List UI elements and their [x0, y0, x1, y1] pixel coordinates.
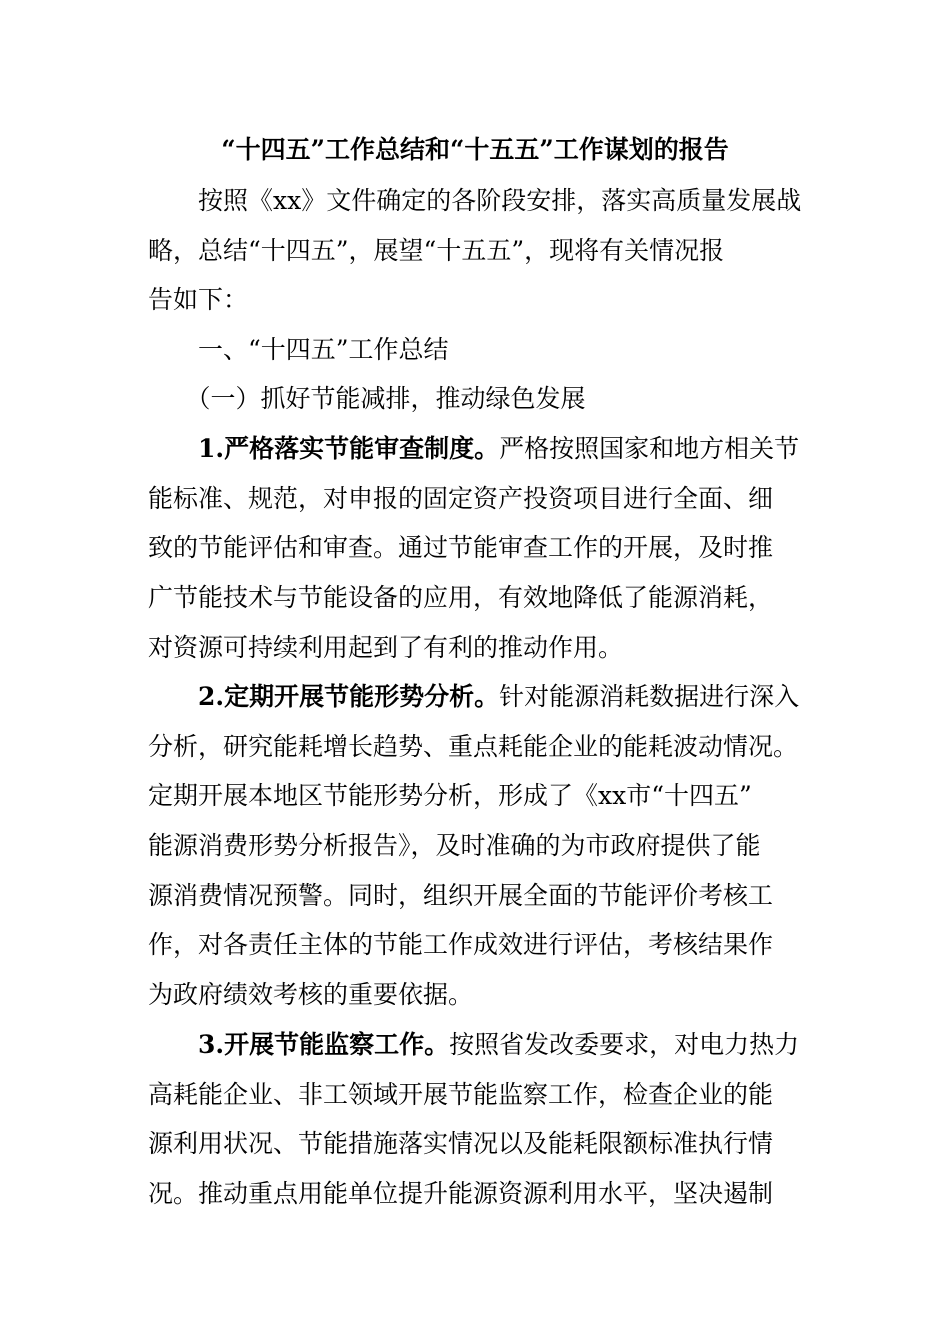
- report-title: “十四五”工作总结和“十五五”工作谋划的报告: [221, 135, 729, 164]
- item-1-bold-heading: 1.严格落实节能审查制度。: [148, 434, 500, 463]
- item-3-first-rest: 按照省发改委要求，对电力热力: [449, 1030, 800, 1059]
- subsection-heading-text: （一）抓好节能减排，推动绿色发展: [148, 384, 586, 413]
- item-2-line: 能源消费形势分析报告》，及时准确的为市政府提供了能: [148, 831, 761, 861]
- item-2-line: 源消费情况预警。同时，组织开展全面的节能评价考核工: [148, 880, 774, 910]
- item-3-first-line: [148, 1020, 808, 1070]
- item-2-line: 为政府绩效考核的重要依据。: [148, 980, 474, 1010]
- intro-line: 略，总结“十四五”，展望“十五五”，现将有关情况报: [148, 235, 725, 265]
- item-2-line: 分析，研究能耗增长趋势、重点耗能企业的能耗波动情况。: [148, 731, 799, 761]
- item-3-bold-heading: 3.开展节能监察工作。: [148, 1030, 450, 1059]
- subsection-heading: [148, 374, 808, 424]
- item-3-paragraph: [148, 1020, 808, 1219]
- item-2-paragraph: [148, 672, 808, 1020]
- item-1-line: 能标准、规范，对申报的固定资产投资项目进行全面、细: [148, 483, 774, 513]
- item-2-bold-heading: 2.定期开展节能形势分析。: [148, 682, 500, 711]
- item-2-first-line: [148, 672, 808, 722]
- item-2-line: 作，对各责任主体的节能工作成效进行评估，考核结果作: [148, 930, 774, 960]
- item-1-line: 致的节能评估和审查。通过节能审查工作的开展，及时推: [148, 533, 774, 563]
- item-1-paragraph: [148, 424, 808, 672]
- intro-line: 按照《xx》文件确定的各阶段安排，落实高质量发展战: [148, 186, 802, 215]
- intro-paragraph: [148, 176, 808, 325]
- item-3-line: 况。推动重点用能单位提升能源资源利用水平，坚决遏制: [148, 1179, 774, 1209]
- item-3-line: 源利用状况、节能措施落实情况以及能耗限额标准执行情: [148, 1129, 774, 1159]
- item-1-line: 广节能技术与节能设备的应用，有效地降低了能源消耗，: [148, 583, 774, 613]
- section-heading: [148, 325, 808, 375]
- section-heading-text: 一、“十四五”工作总结: [148, 335, 449, 364]
- intro-line: 告如下：: [148, 285, 249, 315]
- item-2-line: 定期开展本地区节能形势分析，形成了《xx市“十四五”: [148, 781, 752, 811]
- item-1-line: 对资源可持续利用起到了有利的推动作用。: [148, 632, 624, 662]
- item-3-line: 高耗能企业、非工领域开展节能监察工作，检查企业的能: [148, 1079, 774, 1109]
- item-1-first-rest: 严格按照国家和地方相关节: [499, 434, 800, 463]
- item-1-first-line: [148, 424, 808, 474]
- item-2-first-rest: 针对能源消耗数据进行深入: [499, 682, 800, 711]
